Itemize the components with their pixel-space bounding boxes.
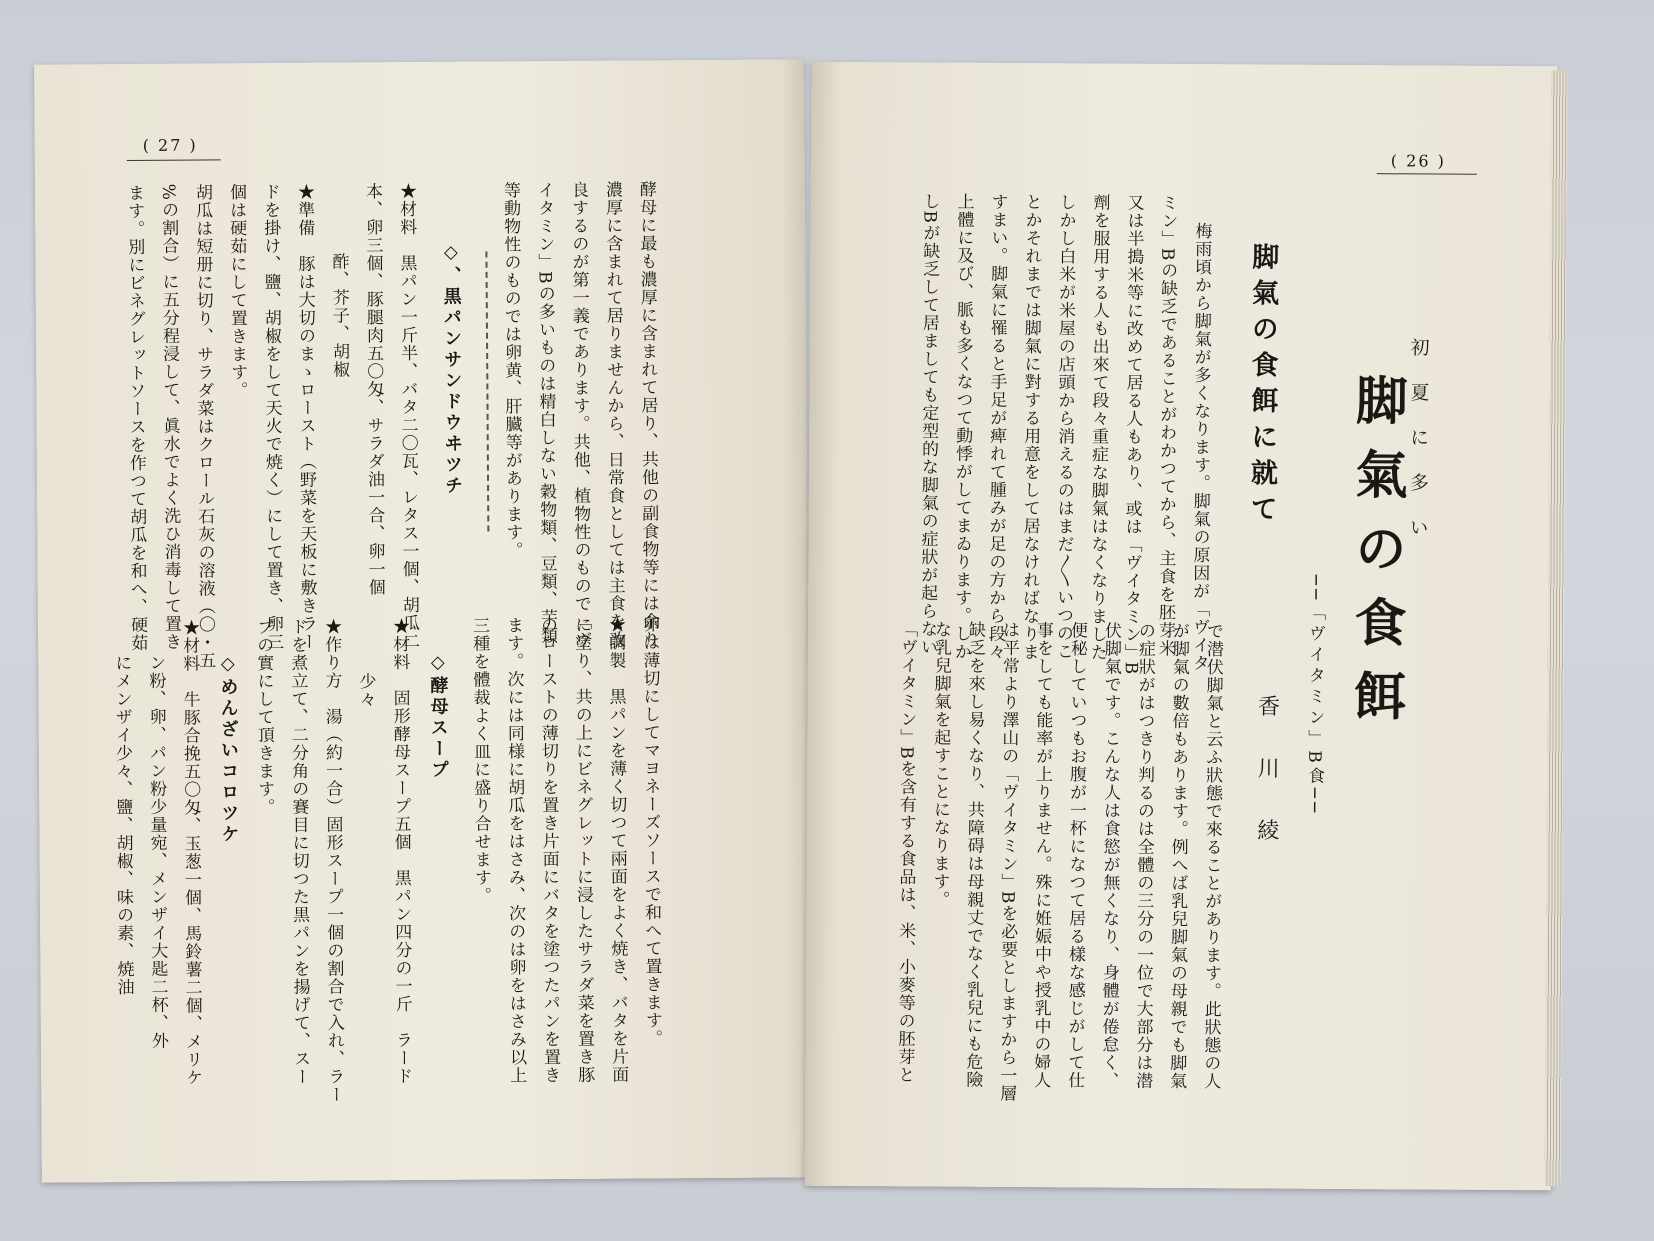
- text-column: な乳兒脚氣を起すことになります。: [929, 620, 952, 909]
- recipe-line: ★準備 豚は大切のまゝロースト（野菜を天板に敷きラー: [293, 182, 318, 651]
- recipe-line: ます。別にビネグレットソースを作つて胡瓜を和へ、硬茹: [123, 183, 148, 653]
- text-column: で潜伏脚氣と云ふ狀態で來ることがあります。此狀態の人: [1200, 622, 1224, 1091]
- recipe-line: にメンザイ少々、鹽、胡椒、味の素、焼油: [111, 654, 134, 997]
- text-column: とかそれまでは脚氣に對する用意をして居なければなりま: [1018, 193, 1042, 662]
- page-number-rule: [127, 159, 221, 161]
- left-page: [34, 59, 812, 1182]
- recipe-line: プの實にして頂きます。: [252, 618, 275, 817]
- text-column: 濃厚に含まれて居りませんから、日常食としては主食を改: [601, 180, 626, 649]
- section-heading: 脚氣の食餌に就て: [1245, 242, 1279, 531]
- recipe-line: 本、卵三個、豚腿肉五〇匁、サラダ油一合、卵一個: [361, 182, 385, 597]
- croquette-heading: ◇めんざいコロツケ: [217, 653, 240, 846]
- text-column: 缺乏を來し易くなり、共障碍は母親丈でなく乳兒にも危險: [962, 620, 986, 1089]
- recipe-line: 少々: [355, 672, 376, 709]
- author-name: 香川綾: [1253, 694, 1280, 881]
- text-column: イタミン」Bの多いものは精白しない穀物類、豆類、芋類: [533, 181, 558, 645]
- text-column: 又は半搗米等に改めて居る人もあり、或は「ヴイタミン」B: [1120, 193, 1144, 676]
- recipe-line: ます。次には同様に胡瓜をはさみ、次のは卵をはさみ以上: [502, 616, 527, 1085]
- recipe-line: ドを煮立て、二分角の賽目に切つた黒パンを揚げて、スー: [286, 617, 311, 1086]
- dashed-divider: [485, 252, 489, 532]
- recipe-line: ★材料 固形酵母スープ五個 黒パン四分の一斤 ラード: [388, 617, 413, 1086]
- text-column: 等動物性のものでは卵黄、肝臓等があります。: [499, 181, 523, 560]
- text-column: 梅雨頃から脚氣が多くなります。脚氣の原因が「ヴイタ: [1188, 222, 1212, 673]
- recipe-line: のローストの薄切りを置き片面にバタを塗つたパンを置き: [536, 616, 561, 1085]
- soup-heading: ◇酵母スープ: [427, 651, 450, 781]
- recipe-line: ★材料 黒パン一斤半、バタ二〇瓦、レタス一個、胡瓜二: [395, 182, 420, 651]
- text-column: 劑を服用する人も出來て段々重症な脚氣はなくなりました: [1086, 193, 1110, 662]
- right-page: [805, 62, 1558, 1191]
- text-column: の症狀がはつきり判るのは全體の三分の一位で大部分は潜: [1132, 621, 1156, 1090]
- recipe-line: ン粉、卵、パン粉少量宛、メンザイ大匙二杯、外: [145, 653, 168, 1050]
- article-subtitle: ──「ヴイタミン」B食──: [1303, 574, 1326, 817]
- text-column: 酵母に最も濃厚に含まれて居り、共他の副食物等には余り: [635, 180, 660, 649]
- title-prefix: 初夏に多い: [1406, 337, 1430, 563]
- recipe-line: %の割合）に五分程浸して、眞水でよく洗ひ消毒して置き: [157, 183, 182, 651]
- text-column: 上體に及び、脈も多くなつて動悸がしてまゐります。しか: [950, 192, 974, 661]
- text-column: しBが缺乏して居ましても定型的な脚氣の症狀が起らない: [916, 192, 940, 657]
- text-column: は平常より澤山の「ヴイタミン」Bを必要としますから一層: [996, 620, 1020, 1103]
- page-number-26: ( 26 ): [1390, 151, 1446, 171]
- sandwich-heading: ◇、黒パンサンドウヰツチ: [440, 241, 464, 497]
- recipe-line: ドを掛け、鹽、胡椒をして天火で焼く）にして置き、卵三: [259, 182, 284, 652]
- text-column: 良するのが第一義であります。共他、植物性のもので「ヴ: [567, 180, 592, 649]
- recipe-line: 三種を體裁よく皿に盛り合せます。: [468, 616, 491, 905]
- text-column: すまい。脚氣に罹ると手足が痺れて腫みが足の方から段々: [984, 192, 1008, 661]
- text-column: 「ヴイタミン」Bを含有する食品は、米、小麥等の胚芽と: [894, 620, 918, 1084]
- recipe-line: に塗り、共の上にビネグレットに浸したサラダ菜を置き豚: [570, 615, 595, 1084]
- text-column: ミン」Bの缺乏であることがわかつてから、主食を胚芽米: [1154, 193, 1178, 658]
- recipe-line: ★作り方 湯（約一合）固形スープ一個の割合で入れ、ラー: [320, 617, 345, 1104]
- text-column: しかし白米が米屋の店頭から消えるのはまだ〳〵いつのこ: [1052, 193, 1076, 661]
- page-number-27: ( 27 ): [142, 135, 198, 155]
- recipe-line: 卵は薄切にしてマヨネーズソースで和へて置きます。: [638, 615, 662, 1048]
- page-number-rule: [1377, 173, 1477, 175]
- recipe-line: 酢、芥子、胡椒: [328, 252, 350, 379]
- text-column: が脚氣の數倍もあります。例へば乳兒脚氣の母親でも脚氣: [1166, 621, 1190, 1091]
- text-column: 便秘していつもお腹が一杯になつて居る樣な感じがして仕: [1064, 621, 1088, 1090]
- text-column: 事をしても能率が上りません。殊に姙娠中や授乳中の婦人: [1030, 621, 1054, 1090]
- recipe-line: 胡瓜は短册に切り、サラダ菜はクロール石灰の溶液（〇・五: [191, 183, 216, 670]
- recipe-line: ★調製 黒パンを薄く切つて兩面をよく焼き、バタを片面: [604, 615, 629, 1084]
- recipe-line: ★材料 牛豚合挽五〇匁、玉葱一個、馬鈴薯二個、メリケ: [178, 618, 203, 1087]
- article-title: 脚氣の食餌: [1344, 373, 1408, 744]
- text-column: 伏脚氣です。こんな人は食慾が無くなり、身體が倦怠く、: [1098, 621, 1122, 1090]
- recipe-line: 個は硬茹にして置きます。: [225, 183, 248, 400]
